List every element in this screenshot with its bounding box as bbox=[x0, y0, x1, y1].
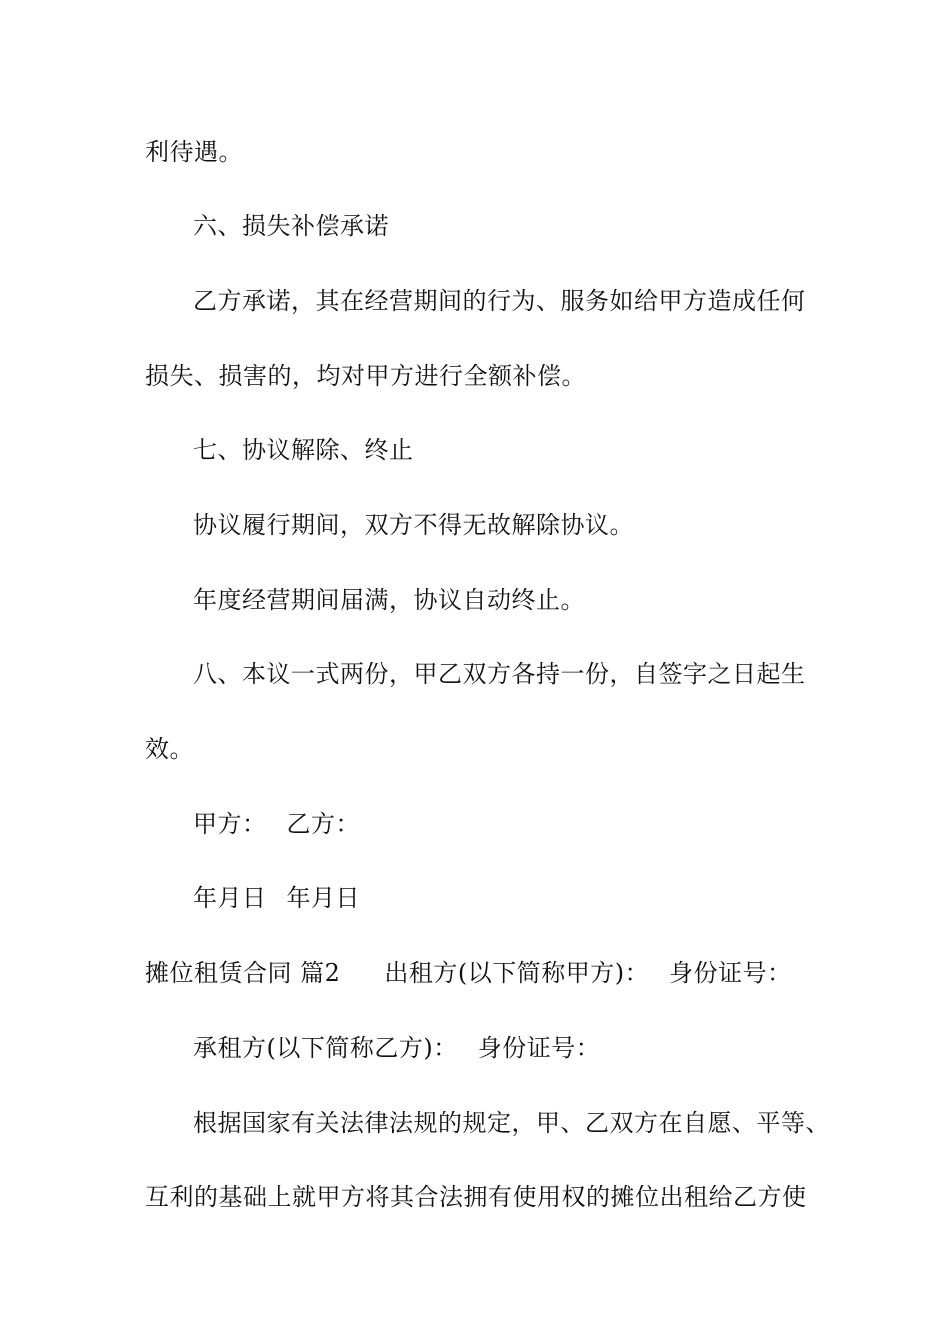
text-line: 根据国家有关法律法规的规定，甲、乙双方在自愿、平等、 bbox=[193, 1109, 830, 1137]
text-line: 协议履行期间，双方不得无故解除协议。 bbox=[193, 511, 634, 539]
text-line: 利待遇。 bbox=[145, 138, 243, 166]
section-heading-8: 八、本议一式两份，甲乙双方各持一份，自签字之日起生 bbox=[193, 660, 806, 688]
text-line: 互利的基础上就甲方将其合法拥有使用权的摊位出租给乙方使 bbox=[145, 1183, 807, 1211]
lessee-id-label: 身份证号： bbox=[477, 1034, 601, 1062]
date-b: 年月日 bbox=[286, 884, 360, 912]
date-a: 年月日 bbox=[193, 884, 267, 912]
lessor-label: 出租方(以下简称甲方)： bbox=[384, 959, 650, 987]
party-a-label: 甲方： bbox=[193, 810, 267, 838]
section2-header-line bbox=[145, 958, 792, 988]
text-line: 乙方承诺，其在经营期间的行为、服务如给甲方造成任何 bbox=[193, 287, 806, 315]
text-line: 年度经营期间届满，协议自动终止。 bbox=[193, 586, 585, 614]
lessee-label: 承租方(以下简称乙方)： bbox=[193, 1034, 458, 1062]
signature-line bbox=[193, 809, 360, 839]
text-line: 损失、损害的，均对甲方进行全额补偿。 bbox=[145, 362, 586, 390]
document-title: 摊位租赁合同 篇2 bbox=[145, 959, 341, 987]
date-line bbox=[193, 883, 360, 913]
lessor-id-label: 身份证号： bbox=[669, 959, 792, 987]
lessee-line bbox=[193, 1033, 600, 1063]
section-heading-6: 六、损失补偿承诺 bbox=[193, 212, 389, 240]
text-line: 效。 bbox=[145, 735, 194, 763]
section-heading-7: 七、协议解除、终止 bbox=[193, 436, 414, 464]
party-b-label: 乙方： bbox=[286, 810, 360, 838]
